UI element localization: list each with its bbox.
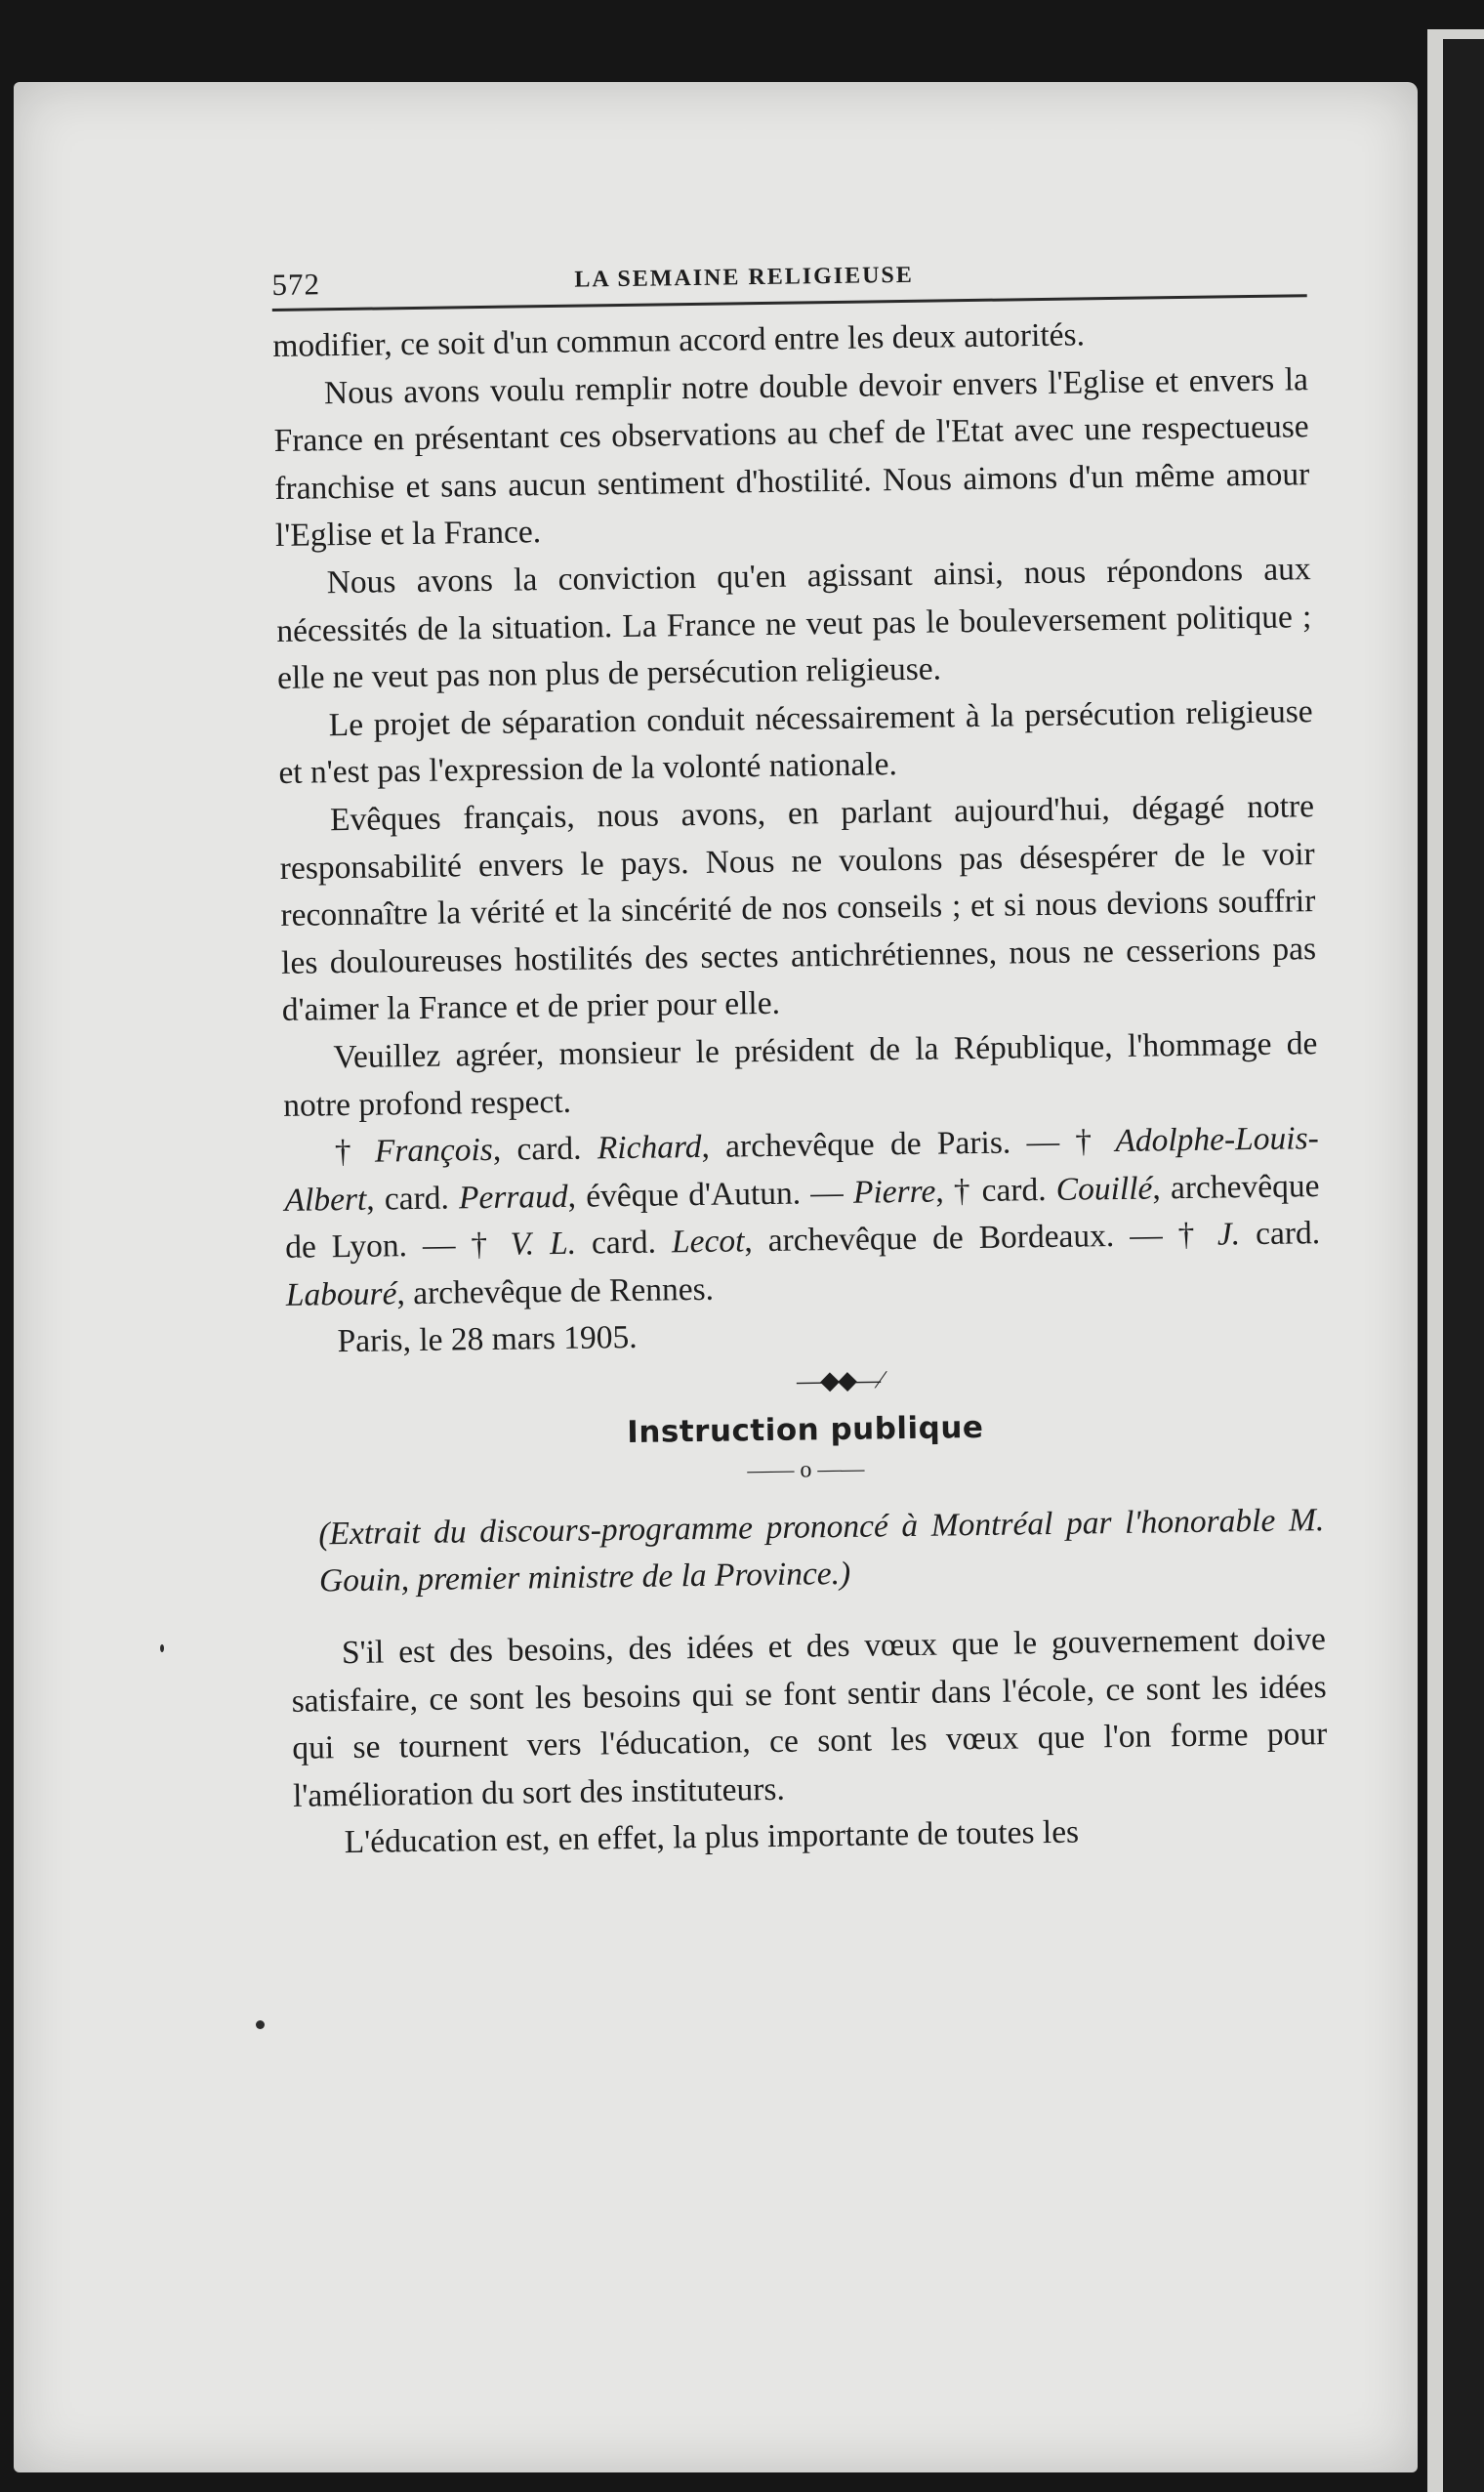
paragraph: L'éducation est, en effet, la plus importante de toutes les — [344, 1814, 1080, 1861]
dateline: Paris, le 28 mars 1905. — [337, 1319, 638, 1360]
running-title: LA SEMAINE RELIGIEUSE — [574, 262, 914, 293]
letter-body — [272, 309, 1321, 1319]
ink-speck — [160, 1644, 164, 1652]
paragraph: Veuillez agréer, monsieur le président de la République, l'hommage de notre profond respect. — [282, 1025, 1318, 1124]
paragraph: Le projet de séparation conduit nécessairement à la persécution religieuse et n'est pas l'expression de la volonté nationale. — [278, 692, 1313, 792]
ink-speck — [256, 2020, 265, 2029]
paragraph: Evêques français, nous avons, en parlant aujourd'hui, dégagé notre responsabilité envers le pays. Nous ne voulons pas désespérer de le voir reconnaître la vérité et la sincérité de nos conseils ; et si nous devions souffrir les douloureuses hostilités des sectes antichrétiennes, nous ne cesserions pas d'aimer la France et de prier pour elle. — [279, 788, 1317, 1029]
section-title: Instruction publique — [627, 1409, 984, 1451]
title-ornament: —— o —— — [747, 1456, 865, 1484]
section-intro: (Extrait du discours-programme prononcé à Montréal par l'honorable M. Gouin, premier ministre de la Province.) — [318, 1502, 1325, 1599]
section-body — [291, 1616, 1329, 1868]
page-number: 572 — [271, 267, 321, 302]
scanner-shadow — [1443, 39, 1484, 2492]
paragraph: Nous avons voulu remplir notre double devoir envers l'Eglise et envers la France en présentant ces observations au chef de l'Etat avec une respectueuse franchise et sans aucun sentiment d'hostilité. Nous aimons d'un même amour l'Eglise et la France. — [273, 360, 1310, 555]
paragraph: modifier, ce soit d'un commun accord entre les deux autorités. — [272, 316, 1086, 364]
page-content — [271, 239, 1329, 1868]
paragraph: S'il est des besoins, des idées et des vœux que le gouvernement doive satisfaire, ce sont les besoins qui se font sentir dans l'école, ce sont les idées qui se tournent vers l'éducation, ce sont les vœux que l'on forme pour l'amélioration du sort des instituteurs. — [291, 1621, 1328, 1814]
section-divider-ornament: —◆◆—⁄ — [796, 1365, 882, 1395]
paragraph: Nous avons la conviction qu'en agissant ainsi, nous répondons aux nécessités de la situation. La France ne veut pas le bouleversement politique ; elle ne veut pas non plus de persécution religieuse. — [276, 551, 1312, 697]
signatures: † François, card. Richard, archevêque de Paris. — † Adolphe-Louis-Albert, card. Perraud, évêque d'Autun. — Pierre, † card. Couillé, archevêque de Lyon. — † V. L. card. Lecot, archevêque de Bordeaux. — † J. card. Labouré, archevêque de Rennes. — [284, 1120, 1321, 1313]
